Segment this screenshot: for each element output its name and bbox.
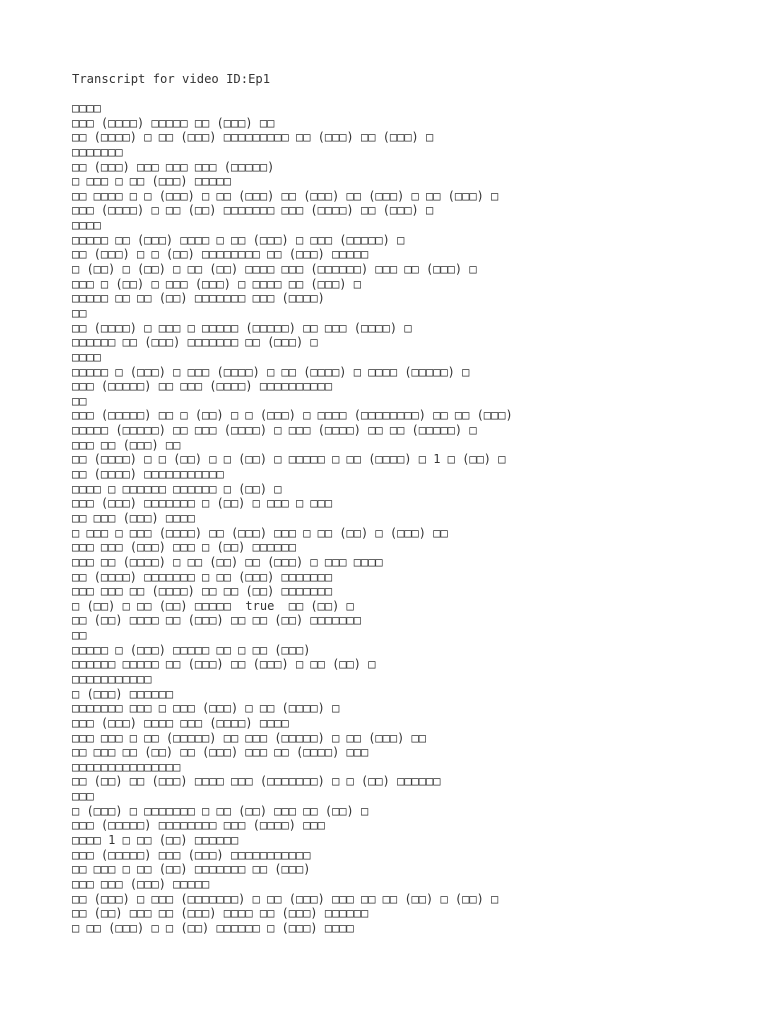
transcript-line: □□□□ [72, 101, 101, 115]
transcript-line: □□ □□□ (□□□) □□□□ [72, 510, 195, 525]
transcript-line: □□ (□□□) □□□ □□□ □□□ (□□□□□) [72, 159, 275, 174]
page-title: Transcript for video ID:Ep1 [72, 72, 271, 86]
transcript-line: □□ □□□□ □ □ (□□□) □ □□ (□□□) □□ (□□□) □□ (□□□) □ □□ (□□□) □ [72, 188, 499, 203]
transcript-line: □□ (□□) □□□□ □□ (□□□) □□ □□ (□□) □□□□□□□ [72, 613, 361, 628]
transcript-line: □□□ □□□ (□□□) □□□ □ (□□) □□□□□□ [72, 540, 296, 555]
transcript-line: □□□□ 1 □ □□ (□□) □□□□□□ [72, 833, 239, 848]
transcript-line: □□□□□□ □□□□□ □□ (□□□) □□ (□□□) □ □□ (□□) □ [72, 657, 376, 672]
transcript-line: □□□ [72, 789, 94, 804]
transcript-line: □□ (□□□) □ □ (□□) □□□□□□□□ □□ (□□□) □□□□□ [72, 247, 369, 262]
transcript-line: □□ (□□□□) □ □□ (□□□) □□□□□□□□□ □□ (□□□) □□ (□□□) □ [72, 130, 434, 145]
transcript-body [72, 101, 762, 936]
transcript-line: □□ [72, 628, 87, 643]
transcript-line: □□□ (□□□) □□□□□□□ □ (□□) □ □□□ □ □□□ [72, 496, 333, 511]
transcript-line: □□ □□□ □ □□ (□□) □□□□□□□ □□ (□□□) [72, 862, 311, 877]
transcript-line: □ (□□) □ (□□) □ □□ (□□) □□□□ □□□ (□□□□□□) □□□ □□ (□□□) □ [72, 262, 477, 277]
transcript-line: □□□□□□□□□□□□□□□ [72, 759, 181, 774]
transcript-line: □□□ (□□□□□) □□ □ (□□) □ □ (□□□) □ □□□□ (□□□□□□□□) □□ □□ (□□□) [72, 408, 513, 423]
transcript-line: □□ (□□□) □ □□□ (□□□□□□□) □ □□ (□□□) □□□ □□ □□ (□□) □ (□□) □ [72, 891, 499, 906]
transcript-line: □□□ □□□ (□□□) □□□□□ [72, 876, 210, 891]
transcript-line: □ □□□ □ □□□ (□□□□) □□ (□□□) □□□ □ □□ (□□) □ (□□□) □□ [72, 525, 448, 540]
transcript-line: □□□□□ (□□□□□) □□ □□□ (□□□□) □ □□□ (□□□□) □□ □□ (□□□□□) □ [72, 423, 477, 438]
transcript-line: □□□ (□□□□□) □□ □□□ (□□□□) □□□□□□□□□□ [72, 379, 333, 394]
transcript-line: □□□ □□ (□□□) □□ [72, 437, 181, 452]
transcript-line: □□ (□□□□) □ □□□ □ □□□□□ (□□□□□) □□ □□□ (□□□□) □ [72, 320, 412, 335]
transcript-line: □□ [72, 305, 87, 320]
transcript-line: □□ (□□) □□ (□□□) □□□□ □□□ (□□□□□□□) □ □ (□□) □□□□□□ [72, 774, 441, 789]
transcript-line: □□□□□ □ (□□□) □ □□□ (□□□□) □ □□ (□□□□) □ □□□□ (□□□□□) □ [72, 364, 470, 379]
transcript-line: □ (□□□) □ □□□□□□□ □ □□ (□□) □□□ □□ (□□) □ [72, 803, 369, 818]
transcript-line: □□□□□ □□ (□□□) □□□□ □ □□ (□□□) □ □□□ (□□□□□) □ [72, 232, 405, 247]
transcript-line: □□□□□ □□ □□ (□□) □□□□□□□ □□□ (□□□□) [72, 291, 325, 306]
transcript-line: □□□□ [72, 218, 101, 233]
transcript-line: □□□ □□□ □ □□ (□□□□□) □□ □□□ (□□□□□) □ □□ (□□□) □□ [72, 730, 427, 745]
transcript-line: □□ (□□□□) □□□□□□□□□□□ [72, 467, 224, 482]
transcript-line: □□□□□□□ □□□ □ □□□ (□□□) □ □□ (□□□□) □ [72, 701, 340, 716]
transcript-line: □□□□ □ □□□□□□ □□□□□□ □ (□□) □ [72, 481, 282, 496]
transcript-line: □□□ (□□□) □□□□ □□□ (□□□□) □□□□ [72, 715, 289, 730]
transcript-line: □□ (□□□□) □ □ (□□) □ □ (□□) □ □□□□□ □ □□ (□□□□) □ 1 □ (□□) □ [72, 452, 506, 467]
transcript-line: □□□ (□□□□) □□□□□ □□ (□□□) □□ [72, 115, 275, 130]
transcript-line: □□□□□□□□□□□ [72, 671, 152, 686]
transcript-line: □□ (□□□□) □□□□□□□ □ □□ (□□□) □□□□□□□ [72, 569, 333, 584]
transcript-line: □□□□ [72, 349, 101, 364]
transcript-line: □□□ □□ (□□□□) □ □□ (□□) □□ (□□□) □ □□□ □□□□ [72, 554, 383, 569]
transcript-line: □ (□□) □ □□ (□□) □□□□□ true □□ (□□) □ [72, 598, 354, 613]
transcript-line: □□ [72, 393, 87, 408]
transcript-line: □ (□□□) □□□□□□ [72, 686, 174, 701]
transcript-line: □□□ (□□□□□) □□□□□□□□ □□□ (□□□□) □□□ [72, 818, 325, 833]
transcript-line: □□□ □ (□□) □ □□□ (□□□) □ □□□□ □□ (□□□) □ [72, 276, 361, 291]
transcript-line: □□□□□□□ [72, 144, 123, 159]
transcript-line: □□□ □□□ □□ (□□□□) □□ □□ (□□) □□□□□□□ [72, 584, 333, 599]
transcript-line: □□□ (□□□□) □ □□ (□□) □□□□□□□ □□□ (□□□□) □□ (□□□) □ [72, 203, 434, 218]
transcript-line: □□ (□□) □□□ □□ (□□□) □□□□ □□ (□□□) □□□□□□ [72, 906, 369, 921]
transcript-line: □ □□□ □ □□ (□□□) □□□□□ [72, 174, 231, 189]
transcript-line: □□□ (□□□□□) □□□ (□□□) □□□□□□□□□□□ [72, 847, 311, 862]
transcript-line: □□□□□□ □□ (□□□) □□□□□□□ □□ (□□□) □ [72, 335, 318, 350]
transcript-line: □ □□ (□□□) □ □ (□□) □□□□□□ □ (□□□) □□□□ [72, 920, 354, 935]
transcript-line: □□ □□□ □□ (□□) □□ (□□□) □□□ □□ (□□□□) □□□ [72, 745, 369, 760]
transcript-line: □□□□□ □ (□□□) □□□□□ □□ □ □□ (□□□) [72, 642, 311, 657]
